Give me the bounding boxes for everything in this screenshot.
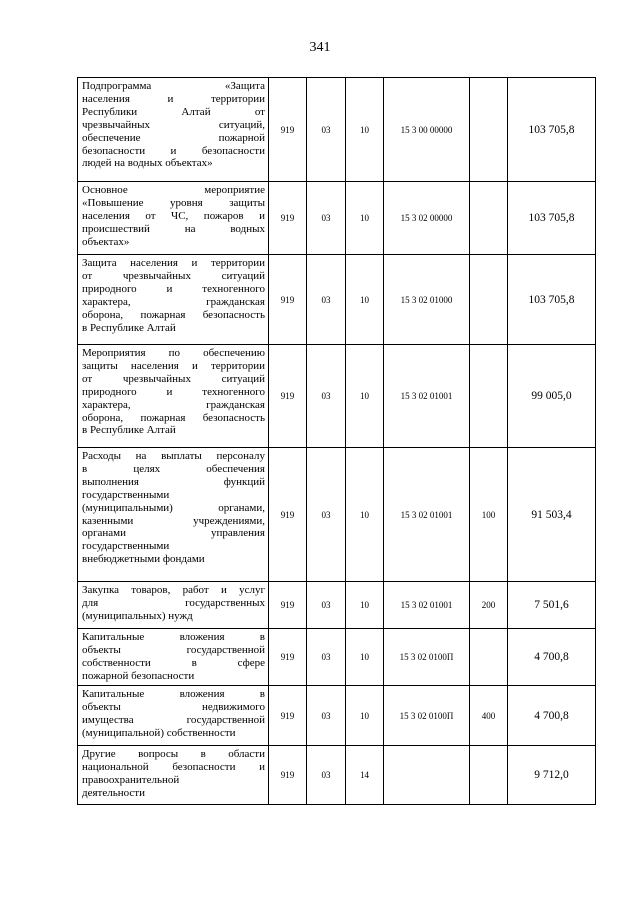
budget-table	[77, 77, 596, 805]
amount-cell: 99 005,0	[508, 345, 596, 448]
expense-type-cell	[470, 78, 508, 182]
section-code-cell: 03	[307, 582, 346, 629]
ministry-code-cell: 919	[269, 686, 307, 746]
target-article-cell: 15 3 02 0100П	[384, 686, 470, 746]
item-name-line: Капитальные вложения в	[82, 688, 265, 700]
expense-type-cell	[470, 255, 508, 345]
item-name-line: от чрезвычайных ситуаций	[82, 372, 265, 385]
item-name-line: Подпрограмма «Защита	[82, 80, 265, 92]
amount-cell: 91 503,4	[508, 448, 596, 582]
item-name-line: внебюджетными фондами	[82, 553, 205, 566]
item-name-line: Республики Алтай от	[82, 105, 265, 118]
target-article-cell: 15 3 02 0100П	[384, 629, 470, 686]
budget-table-body	[78, 78, 596, 805]
ministry-code-cell: 919	[269, 448, 307, 582]
table-row	[78, 78, 596, 182]
item-name-line: (муниципальной) собственности	[82, 726, 236, 739]
item-name-line: населения от ЧС, пожаров и	[82, 209, 265, 222]
item-name-line: «Повышение уровня защиты	[82, 196, 265, 209]
section-code-cell: 03	[307, 255, 346, 345]
item-name-line: деятельности	[82, 786, 145, 799]
item-name-line: органами управления	[82, 527, 265, 540]
expense-type-cell	[470, 182, 508, 255]
item-name-line: объекты государственной	[82, 643, 265, 656]
item-name-cell	[78, 448, 269, 582]
ministry-code-cell: 919	[269, 78, 307, 182]
ministry-code-cell: 919	[269, 182, 307, 255]
item-name-line: собственности в сфере	[82, 656, 265, 669]
item-name-line: (муниципальными) органами,	[82, 501, 265, 514]
target-article-cell: 15 3 02 01000	[384, 255, 470, 345]
amount-cell: 7 501,6	[508, 582, 596, 629]
amount-cell: 103 705,8	[508, 182, 596, 255]
item-name-cell	[78, 255, 269, 345]
subsection-code-cell: 10	[346, 448, 384, 582]
section-code-cell: 03	[307, 345, 346, 448]
item-name-line: Другие вопросы в области	[82, 748, 265, 760]
item-name-line: Капитальные вложения в	[82, 631, 265, 643]
section-code-cell: 03	[307, 182, 346, 255]
item-name-line: обеспечение пожарной	[82, 131, 265, 144]
item-name-cell	[78, 629, 269, 686]
ministry-code-cell: 919	[269, 255, 307, 345]
ministry-code-cell: 919	[269, 345, 307, 448]
amount-cell: 103 705,8	[508, 255, 596, 345]
amount-cell: 4 700,8	[508, 686, 596, 746]
item-name-line: для государственных	[82, 596, 265, 609]
item-name-cell	[78, 686, 269, 746]
item-name-line: природного и техногенного	[82, 282, 265, 295]
table-row	[78, 746, 596, 805]
item-name-line: населения и территории	[82, 92, 265, 105]
item-name-cell	[78, 78, 269, 182]
item-name-line: защиты населения и территории	[82, 359, 265, 372]
target-article-cell: 15 3 02 00000	[384, 182, 470, 255]
amount-cell: 4 700,8	[508, 629, 596, 686]
section-code-cell: 03	[307, 686, 346, 746]
item-name-line: Закупка товаров, работ и услуг	[82, 584, 265, 596]
item-name-line: казенными учреждениями,	[82, 514, 265, 527]
table-row	[78, 345, 596, 448]
item-name-line: характера, гражданская	[82, 398, 265, 411]
item-name-cell	[78, 582, 269, 629]
item-name-line: оборона, пожарная безопасность	[82, 411, 265, 424]
ministry-code-cell: 919	[269, 582, 307, 629]
item-name-line: характера, гражданская	[82, 295, 265, 308]
ministry-code-cell: 919	[269, 746, 307, 805]
table-row	[78, 255, 596, 345]
item-name-line: Мероприятия по обеспечению	[82, 347, 265, 359]
item-name-line: объектах»	[82, 235, 130, 248]
subsection-code-cell: 10	[346, 255, 384, 345]
expense-type-cell: 400	[470, 686, 508, 746]
subsection-code-cell: 10	[346, 629, 384, 686]
item-name-line: оборона, пожарная безопасность	[82, 308, 265, 321]
subsection-code-cell: 10	[346, 345, 384, 448]
table-row	[78, 686, 596, 746]
item-name-cell	[78, 746, 269, 805]
item-name-line: пожарной безопасности	[82, 669, 195, 682]
item-name-line: происшествий на водных	[82, 222, 265, 235]
item-name-line: безопасности и безопасности	[82, 144, 265, 157]
item-name-line: природного и техногенного	[82, 385, 265, 398]
section-code-cell: 03	[307, 78, 346, 182]
item-name-line: (муниципальных) нужд	[82, 609, 193, 622]
target-article-cell: 15 3 00 00000	[384, 78, 470, 182]
subsection-code-cell: 10	[346, 182, 384, 255]
item-name-line: от чрезвычайных ситуаций	[82, 269, 265, 282]
target-article-cell: 15 3 02 01001	[384, 582, 470, 629]
item-name-line: национальной безопасности и	[82, 760, 265, 773]
item-name-cell	[78, 345, 269, 448]
item-name-line: в целях обеспечения	[82, 462, 265, 475]
section-code-cell: 03	[307, 746, 346, 805]
item-name-cell	[78, 182, 269, 255]
expense-type-cell: 100	[470, 448, 508, 582]
item-name-line: в Республике Алтай	[82, 424, 176, 437]
expense-type-cell	[470, 629, 508, 686]
target-article-cell	[384, 746, 470, 805]
ministry-code-cell: 919	[269, 629, 307, 686]
table-row	[78, 582, 596, 629]
expense-type-cell	[470, 345, 508, 448]
target-article-cell: 15 3 02 01001	[384, 345, 470, 448]
expense-type-cell: 200	[470, 582, 508, 629]
item-name-line: Защита населения и территории	[82, 257, 265, 269]
table-row	[78, 182, 596, 255]
expense-type-cell	[470, 746, 508, 805]
item-name-line: людей на водных объектах»	[82, 157, 213, 170]
subsection-code-cell: 14	[346, 746, 384, 805]
subsection-code-cell: 10	[346, 686, 384, 746]
subsection-code-cell: 10	[346, 582, 384, 629]
item-name-line: объекты недвижимого	[82, 700, 265, 713]
item-name-line: выполнения функций	[82, 475, 265, 488]
item-name-line: правоохранительной	[82, 773, 180, 786]
item-name-line: имущества государственной	[82, 713, 265, 726]
subsection-code-cell: 10	[346, 78, 384, 182]
item-name-line: чрезвычайных ситуаций,	[82, 118, 265, 131]
section-code-cell: 03	[307, 629, 346, 686]
item-name-line: в Республике Алтай	[82, 321, 176, 334]
amount-cell: 9 712,0	[508, 746, 596, 805]
item-name-line: Расходы на выплаты персоналу	[82, 450, 265, 462]
table-row	[78, 629, 596, 686]
page-number: 341	[309, 40, 331, 55]
table-row	[78, 448, 596, 582]
item-name-line: Основное мероприятие	[82, 184, 265, 196]
target-article-cell: 15 3 02 01001	[384, 448, 470, 582]
amount-cell: 103 705,8	[508, 78, 596, 182]
section-code-cell: 03	[307, 448, 346, 582]
item-name-line: государственными	[82, 488, 170, 501]
item-name-line: государственными	[82, 540, 170, 553]
